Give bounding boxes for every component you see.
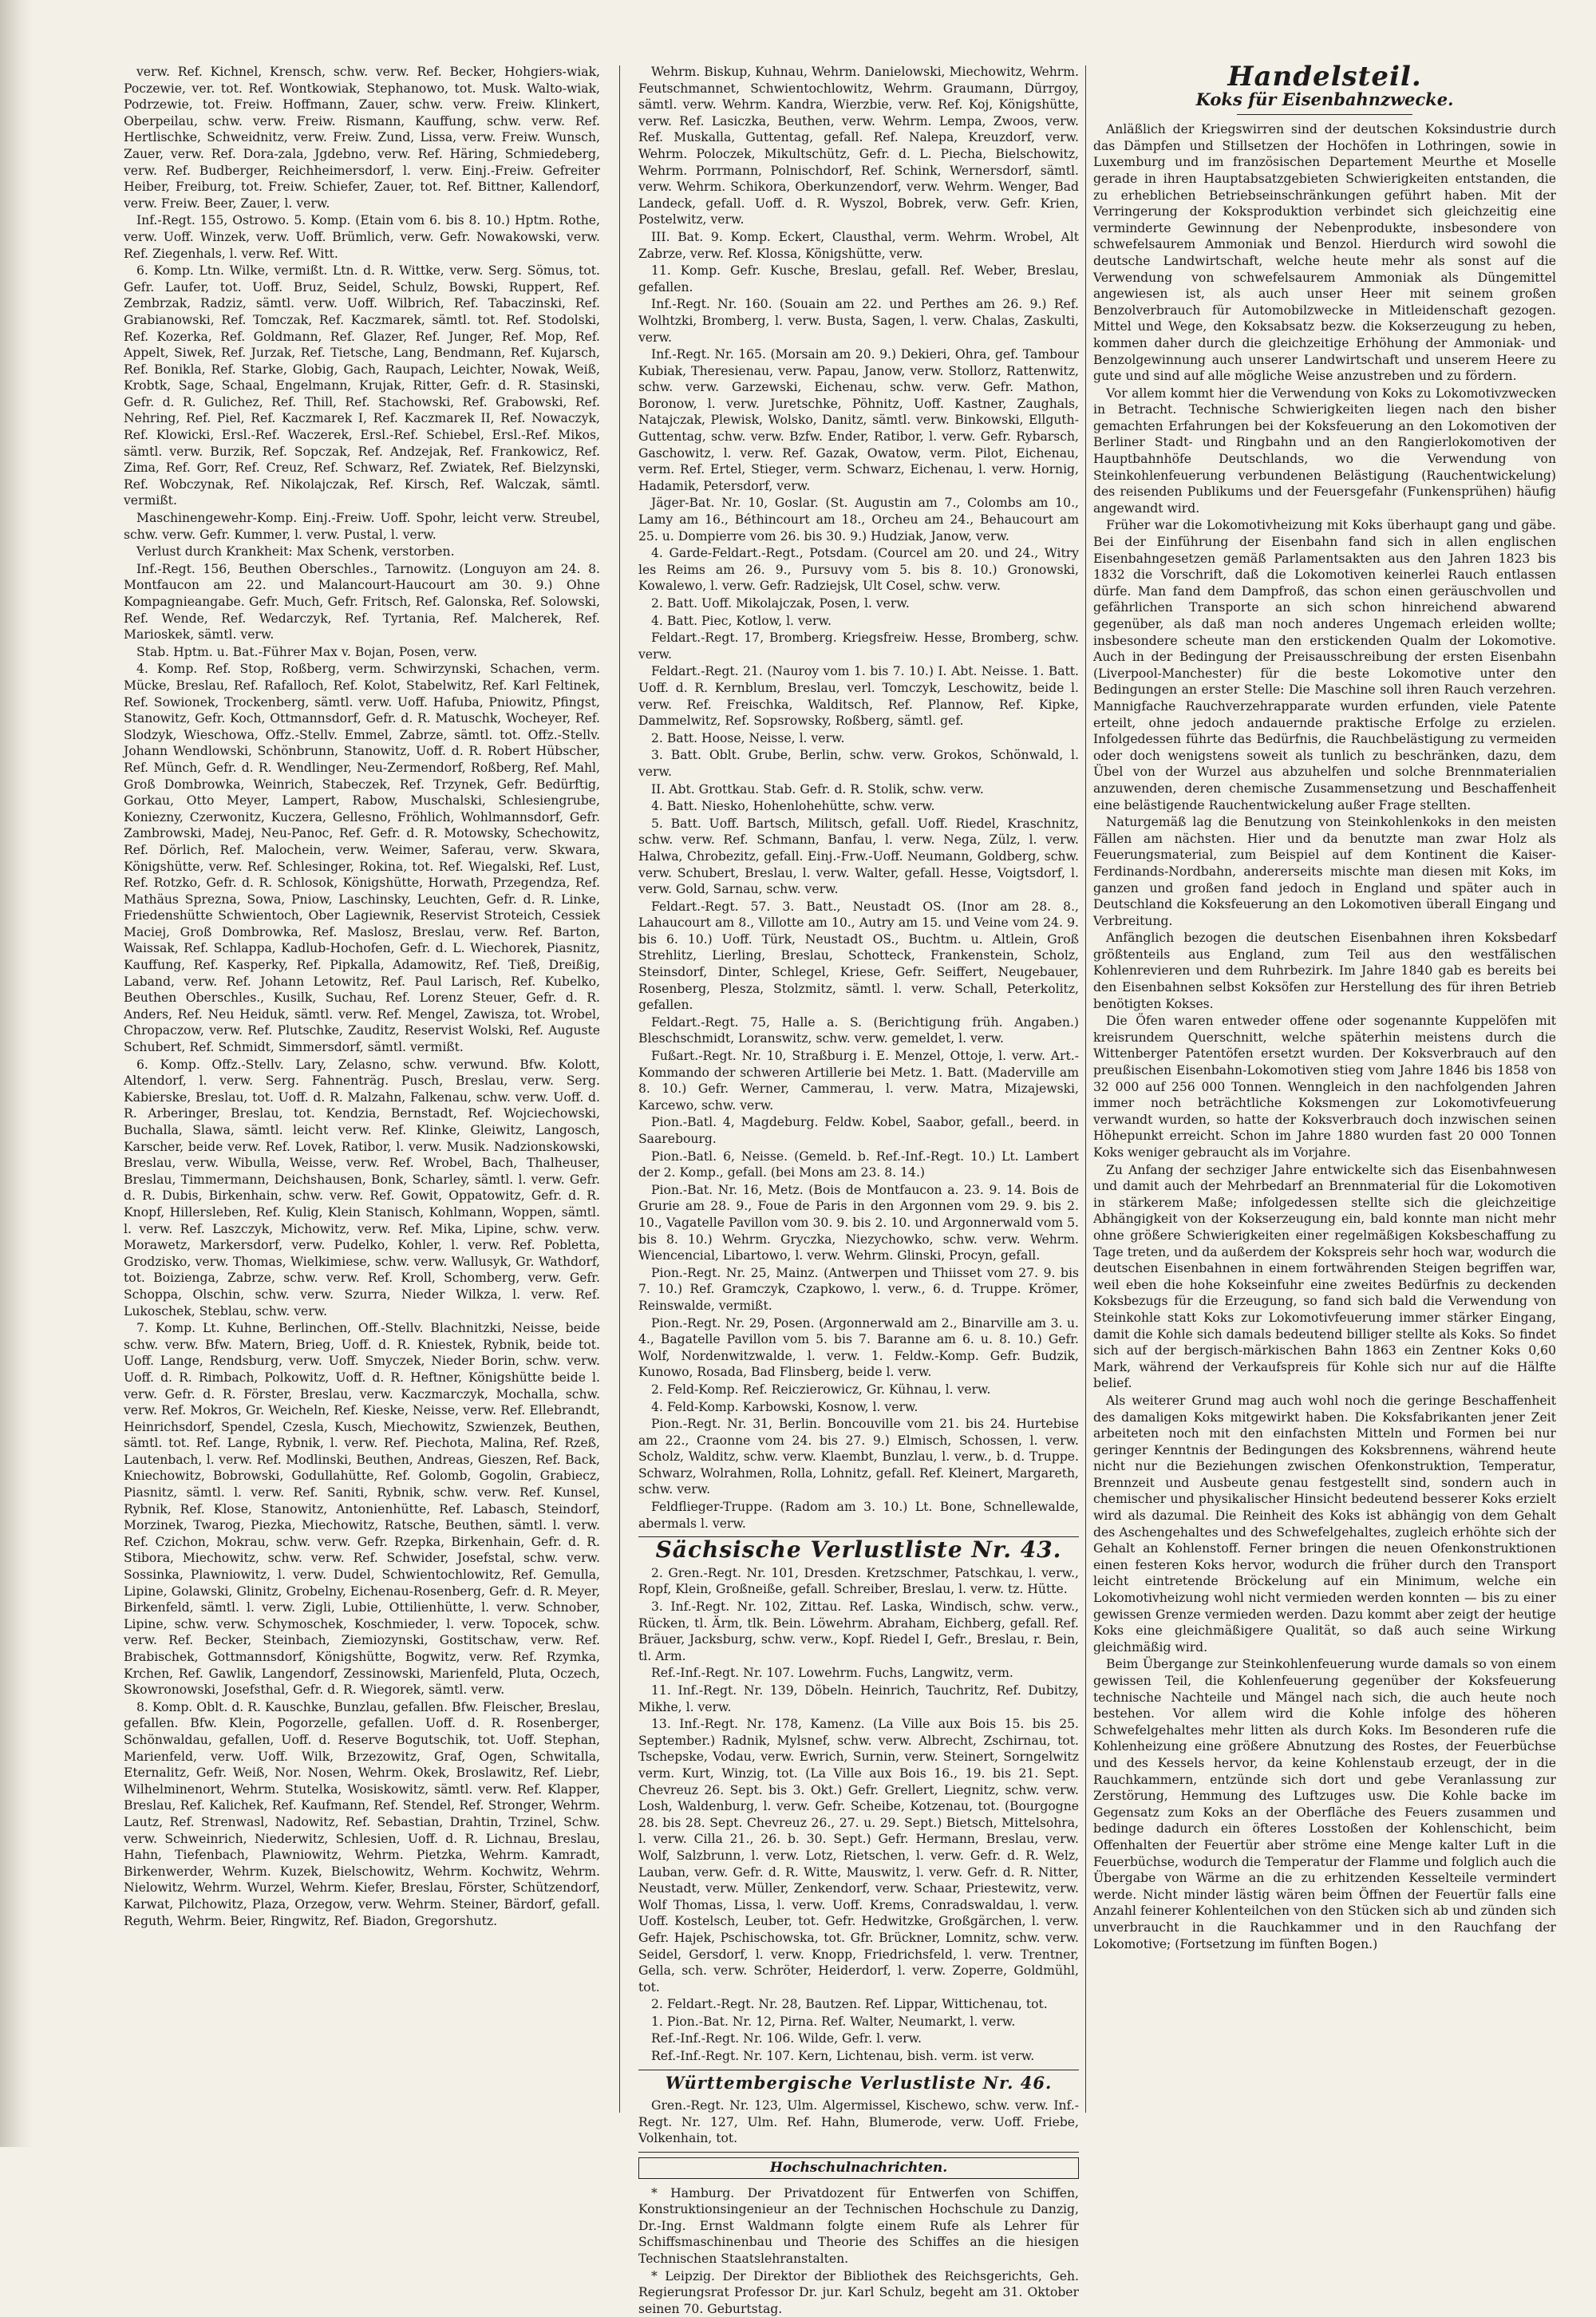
paragraph: Anläßlich der Kriegswirren sind der deutschen Koksindustrie durch das Dämpfen und Stillsetzen der Hochöfen in Lothringen, sowie in Luxemburg und im französischen Departement Meurthe et Moselle gerade in ihren Hauptabsatzgebieten Schwierigkeiten entstanden, die zu erheblichen Betriebseinschränkungen geführt haben. Mit der Verringerung der Koksproduktion verbindet sich gleichzeitig eine verminderte Gewinnung der Nebenprodukte, insbesondere von schwefelsaurem Ammoniak und Benzol. Hierdurch wird sowohl die deutsche Landwirtschaft, welche heute mehr als sonst auf die Verwendung von schwefelsaurem Ammoniak als Düngemittel angewiesen ist, als auch unser Heer mit seinem großen Benzolverbrauch für Automobilzwecke in Mitleidenschaft gezogen. Mittel und Wege, den Koksabsatz bezw. die Kokserzeugung zu heben, kommen daher durch die gleichzeitige Erhöhung der Ammoniak- und Benzolgewinnung auch unserer Landwirtschaft und unserem Heere zu gute und sind auf alle mögliche Weise anzustreben und zu fördern. (1093, 122, 1556, 384)
paragraph: Pion.-Batl. 6, Neisse. (Gemeld. b. Ref.-Inf.-Regt. 10.) Lt. Lambert der 2. Komp., gefall. (bei Mons am 23. 8. 14.) (638, 1149, 1079, 1180)
paragraph: Pion.-Regt. Nr. 29, Posen. (Argonnerwald am 2., Binarville am 3. u. 4., Bagatelle Pavillon vom 5. bis 7. Baranne am 6. u. 8. 10.) Gefr. Wolf, Nordenwitzwalde, l. verw. 1. Feldw.-Komp. Gefr. Budzik, Kunowo, Rosada, Bad Flinsberg, beide l. verw. (638, 1315, 1079, 1380)
paragraph: Feldart.-Regt. 17, Bromberg. Kriegsfreiw. Hesse, Bromberg, schw. verw. (638, 631, 1079, 662)
paragraph: 6. Komp. Offz.-Stellv. Lary, Zelasno, schw. verwund. Bfw. Kolott, Altendorf, l. verw. Serg. Fahnenträg. Pusch, Breslau, verw. Serg. Kabierske, Breslau, tot. Uoff. d. R. Malzahn, Falkenau, schw. verw. Uoff. d. R. Arberinger, Breslau, tot. Kendzia, Bernstadt, Ref. Wojciechowski, Buchalla, Slawa, sämtl. leicht verw. Ref. Klinke, Gleiwitz, Langosch, Karscher, beide verw. Ref. Lovek, Ratibor, l. verw. Musik. Nadzionskowski, Breslau, verw. Wibulla, Weisse, verw. Ref. Wrobel, Bach, Thalheuser, Breslau, Timmermann, Deichshausen, Bonk, Scharley, sämtl. l. verw. Gefr. d. R. Dubis, Birkenhain, schw. verw. Ref. Gowit, Oppatowitz, Gefr. d. R. Knopf, Hillersleben, Ref. Kulig, Klein Stanisch, Kohlmann, Woppen, sämtl. l. verw. Ref. Laszczyk, Michowitz, verw. Ref. Mika, Lipine, schw. verw. Morawetz, Markersdorf, verw. Pudelko, Kohler, l. verw. Ref. Pobletta, Grodzisko, verw. Thomas, Wielkimiese, schw. verw. Wallusyk, Gr. Wathdorf, tot. Boizienga, Zabrze, schw. verw. Ref. Kroll, Schomberg, verw. Gefr. Schoppa, Olschin, schw. verw. Szurra, Nieder Wilkza, l. verw. Ref. Lukoschek, Steblau, schw. verw. (124, 1057, 600, 1319)
paragraph: Pion.-Bat. Nr. 16, Metz. (Bois de Montfaucon a. 23. 9. 14. Bois de Grurie am 28. 9., Foue de Paris in den Argonnen vom 29. 9. bis 2. 10., Vagatelle Pavillon vom 30. 9. bis 2. 10. und Argonnerwald vom 5. bis 8. 10.) Wehrm. Gryczka, Niezychowko, schw. verw. Wehrm. Wiencencial, Libartowo, l. verw. Wehrm. Glinski, Procyn, gefall. (638, 1182, 1079, 1263)
title-rule (1237, 114, 1412, 115)
wurttemberg-list-heading: Württembergische Verlustliste Nr. 46. (665, 2072, 1053, 2093)
paragraph: Anfänglich bezogen die deutschen Eisenbahnen ihren Koksbedarf größtenteils aus England, zum Teil aus den westfälischen Kohlenrevieren und dem Ruhrbezirk. Im Jahre 1840 gab es bereits bei den Eisenbahnen selbst Koksöfen zur Herstellung des für ihren Betrieb benötigten Kokses. (1093, 931, 1556, 1011)
paragraph: Jäger-Bat. Nr. 10, Goslar. (St. Augustin am 7., Colombs am 10., Lamy am 16., Béthincourt am 18., Orcheu am 24., Behaucourt am 25. u. Dompierre vom 26. bis 30. 9.) Hudziak, Janow, verw. (638, 496, 1079, 544)
paragraph: 2. Gren.-Regt. Nr. 101, Dresden. Kretzschmer, Patschkau, l. verw., Ropf, Klein, Großneiße, gefall. Schreiber, Breslau, l. verw. tz. Hütte. (638, 1565, 1079, 1597)
paragraph: Ref.-Inf.-Regt. Nr. 106. Wilde, Gefr. l. verw. (651, 2031, 922, 2046)
page-fold-shadow (0, 0, 34, 2147)
paragraph: Früher war die Lokomotivheizung mit Koks überhaupt gang und gäbe. Bei der Einführung der Eisenbahn fand sich in allen englischen Eisenbahngesetzen gemäß Parlamentsakten aus den Jahren 1823 bis 1832 die Vorschrift, daß die Lokomotiven keinerlei Rauch entlassen dürfe. Man fand dem Dampfroß, das schon einen geräuschvollen und gefährlichen Transporte an sich schon hinreichend abwarend gegenüber, als daß man noch anderes Ungemach erleiden wollte; insbesondere scheute man den erstickenden Qualm der Lokomotive. Auch in der Bedingung der Preisausschreibung der ersten Eisenbahn (Liverpool-Manchester) für die beste Lokomotive unter den Bedingungen an erster Stelle: Die Maschine soll ihren Rauch verzehren. Mannigfache Rauchverzehrapparate wurden erfunden, viele Patente erteilt, ohne jedoch andauernde praktische Erfolge zu erzielen. Infolgedessen führte das Bedürfnis, die Rauchbelästigung zu vermeiden oder doch wenigstens soweit als tunlich zu beschränken, dazu, dem Übel von der Wurzel aus abzuhelfen und solche Brennmaterialien anzuwenden, deren chemische Zusammensetzung und Beschaffenheit eine belästigende Rauchentwickelung außer Frage stellten. (1093, 518, 1556, 813)
paragraph: Verlust durch Krankheit: Max Schenk, verstorben. (136, 544, 455, 559)
paragraph: 5. Batt. Uoff. Bartsch, Militsch, gefall. Uoff. Riedel, Kraschnitz, schw. verw. Ref. Schmann, Banfau, l. verw. Nega, Zülz, l. verw. Halwa, Chrobezitz, gefall. Einj.-Frw.-Uoff. Neumann, Goldberg, schw. verw. Schubert, Breslau, l. verw. Walter, gefall. Hesse, Voigtsdorf, l. verw. Gold, Sarnau, schw. verw. (638, 816, 1079, 897)
paragraph: Wehrm. Biskup, Kuhnau, Wehrm. Danielowski, Miechowitz, Wehrm. Feutschmannet, Schwientochlowitz, Wehrm. Graumann, Dürrgoy, sämtl. verw. Wehrm. Kandra, Wierzbie, verw. Ref. Koj, Königshütte, verw. Ref. Lasiczka, Beuthen, verw. Wehrm. Lempa, Zwoos, verw. Ref. Muskalla, Guttentag, gefall. Ref. Nalepa, Kreuzdorf, verw. Wehrm. Poloczek, Mikultschütz, Gefr. d. L. Piecha, Bielschowitz, Wehrm. Porrmann, Polnischdorf, Ref. Schink, Wernersdorf, sämtl. verw. Wehrm. Schikora, Oberkunzendorf, verw. Wehrm. Wenger, Bad Landeck, gefall. Uoff. d. R. Wyszol, Bobrek, verw. Gefr. Krien, Postelwitz, verw. (638, 65, 1079, 227)
paragraph: 11. Komp. Gefr. Kusche, Breslau, gefall. Ref. Weber, Breslau, gefallen. (638, 263, 1079, 295)
paragraph: Feldart.-Regt. 21. (Nauroy vom 1. bis 7. 10.) I. Abt. Neisse. 1. Batt. Uoff. d. R. Kernblum, Breslau, verl. Tomczyk, Leschowitz, beide l. verw. Ref. Freischka, Walditsch, Ref. Plannow, Ref. Kipke, Dammelwitz, Ref. Sopsrowsky, Roßberg, sämtl. gef. (638, 664, 1079, 729)
paragraph: 2. Feld-Komp. Ref. Reiczierowicz, Gr. Kühnau, l. verw. (651, 1382, 991, 1397)
paragraph: Ref.-Inf.-Regt. Nr. 107. Lowehrm. Fuchs, Langwitz, verm. (651, 1666, 1013, 1681)
paragraph: Gren.-Regt. Nr. 123, Ulm. Algermissel, Kischewo, schw. verw. Inf.-Regt. Nr. 127, Ulm. Ref. Hahn, Blumerode, verw. Uoff. Friebe, Volkenhain, tot. (638, 2098, 1079, 2146)
paragraph: 4. Komp. Ref. Stop, Roßberg, verm. Schwirzynski, Schachen, verm. Mücke, Breslau, Ref. Rafalloch, Ref. Kolot, Stabelwitz, Ref. Karl Feltinek, Ref. Sowionek, Trockenberg, sämtl. verw. Uoff. Hafuba, Pniowitz, Pfingst, Stanowitz, Gefr. Koch, Ottmannsdorf, Gefr. d. R. Matuschk, Wocheyer, Ref. Slodzyk, Wieschowa, Offz.-Stellv. Emmel, Zabrze, sämtl. tot. Offz.-Stellv. Johann Wendlowski, Schönbrunn, Stanowitz, Uoff. d. R. Robert Hübscher, Ref. Münch, Gefr. d. R. Wendlinger, Neu-Zermendorf, Roßberg, Ref. Mahl, Groß Dombrowka, Weinrich, Stabeczek, Ref. Trzynek, Gefr. Bedürftig, Gorkau, Otto Meyer, Lampert, Rabow, Muschalski, Schlesiengrube, Koniezny, Czerwonitz, Kuczera, Gellesno, Fröhlich, Wohlmannsdorf, Gefr. Zambrowski, Madej, Neu-Panoc, Ref. Gefr. d. R. Motowsky, Schechowitz, Ref. Dörlich, Ref. Malochein, verw. Weimer, Saferau, verw. Skwara, Königshütte, verw. Ref. Schlesinger, Rokina, tot. Ref. Wiegalski, Ref. Lust, Ref. Rotzko, Gefr. d. R. Schlosok, Königshütte, Horwath, Przegendza, Ref. Mathäus Sprezna, Sowa, Pniow, Laschinsky, Leuchten, Gefr. d. R. Linke, Friedenshütte Schwientoch, Ober Lagiewnik, Reservist Stroteich, Cessiek Maciej, Groß Dombrowka, Ref. Maslosz, Breslau, verw. Ref. Barton, Waissak, Ref. Schlappa, Kadlub-Hochofen, Gefr. d. L. Wiechorek, Piasnitz, Kauffung, Ref. Kasperky, Ref. Pipkalla, Adamowitz, Ref. Tieß, Dreißig, Laband, verw. Ref. Johann Letowitz, Ref. Paul Larisch, Ref. Kubelko, Beuthen Oberschles., Kusilk, Suchau, Ref. Lorenz Steuer, Gefr. d. R. Anders, Ref. Neu Heiduk, sämtl. verw. Ref. Mengel, Zawisza, tot. Wrobel, Chropaczow, verw. Ref. Plutschke, Zauditz, Reservist Wolski, Ref. Auguste Schubert, Ref. Schmidt, Simmersdorf, sämtl. vermißt. (124, 662, 600, 1055)
paragraph: 2. Batt. Hoose, Neisse, l. verw. (651, 730, 845, 745)
paragraph: Pion.-Batl. 4, Magdeburg. Feldw. Kobel, Saabor, gefall., beerd. in Saarebourg. (638, 1115, 1079, 1146)
paragraph: 4. Garde-Feldart.-Regt., Potsdam. (Courcel am 20. und 24., Witry les Reims am 26. 9., Pursuvy vom 5. bis 8. 10.) Gronowski, Kowalewo, l. verw. Gefr. Radziejsk, Ult Cosel, schw. verw. (638, 546, 1079, 594)
paragraph: 6. Komp. Ltn. Wilke, vermißt. Ltn. d. R. Wittke, verw. Serg. Sömus, tot. Gefr. Laufer, tot. Uoff. Bruz, Seidel, Schulz, Bowski, Ruppert, Ref. Zembrzak, Radziz, sämtl. verw. Uoff. Wilbrich, Ref. Tabaczinski, Ref. Grabianowski, Ref. Tomczak, Ref. Kaczmarek, sämtl. tot. Ref. Stodolski, Ref. Kozerka, Ref. Goldmann, Ref. Glazer, Ref. Junger, Ref. Mop, Ref. Appelt, Siwek, Ref. Jurzak, Ref. Tietsche, Lang, Bendmann, Ref. Kujarsch, Ref. Bonikla, Ref. Starke, Globig, Gach, Raupach, Leichter, Nowak, Weiß, Krobtk, Sage, Schaal, Engelmann, Krujak, Ritter, Gefr. d. R. Stasinski, Gefr. d. R. Gulichez, Ref. Thill, Ref. Stachowski, Ref. Grabowski, Ref. Nehring, Ref. Piel, Ref. Kaczmarek I, Ref. Kaczmarek II, Ref. Nowaczyk, Ref. Klowicki, Ersl.-Ref. Waczerek, Ersl.-Ref. Schiebel, Ersl.-Ref. Mikos, sämtl. verw. Burzik, Ref. Sopczak, Ref. Andzejak, Ref. Frankowicz, Ref. Zima, Ref. Gorr, Ref. Creuz, Ref. Schwarz, Ref. Zwiatek, Ref. Bielzynski, Ref. Wobczynak, Ref. Nikolajczak, Ref. Kirsch, Ref. Walczak, sämtl. vermißt. (124, 263, 600, 508)
section-rule (638, 2152, 1079, 2153)
saxon-list-heading: Sächsische Verlustliste Nr. 43. (655, 1536, 1062, 1564)
paragraph: 3. Batt. Oblt. Grube, Berlin, schw. verw. Grokos, Schönwald, l. verw. (638, 748, 1079, 779)
paragraph: II. Abt. Grottkau. Stab. Gefr. d. R. Stolik, schw. verw. (651, 781, 984, 797)
column-divider (619, 65, 620, 2113)
paragraph: 4. Batt. Niesko, Hohenlohehütte, schw. verw. (651, 799, 935, 814)
column-middle (638, 64, 1079, 2316)
university-news (638, 2185, 1079, 2317)
paragraph: 4. Feld-Komp. Karbowski, Kosnow, l. verw. (651, 1399, 918, 1414)
paragraph: 13. Inf.-Regt. Nr. 178, Kamenz. (La Ville aux Bois 15. bis 25. September.) Radnik, Mylsnef, schw. verw. Albrecht, Zschirnau, tot. Tschepske, Vodau, verw. Ewrich, Surnin, verw. Steinert, Sorngelwitz verm. Kurt, Winzig, tot. (La Ville aux Bois 16., 19. bis 21. Sept. Chevreuz 26. Sept. bis 3. Okt.) Gefr. Grellert, Liegnitz, schw. verw. Losh, Waldenburg, l. verw. Gefr. Scheibe, Kotzenau, tot. (Bourgogne 28. bis 28. Sept. Chevreuz 26., 27. u. 29. Sept.) Bietsch, Mittelsohra, l. verw. Cilla 21., 26. b. 30. Sept.) Gefr. Hermann, Breslau, verw. Wolf, Salzbrunn, l. verw. Lotz, Rietschen, l. verw. Gefr. d. R. Welz, Lauban, verw. Gefr. d. R. Witte, Mauswitz, l. verw. Gefr. d. R. Nitter, Neustadt, verw. Müller, Zenkendorf, verw. Schaar, Priestewitz, verw. Wolf Thomas, Lissa, l. verw. Uoff. Krems, Conradswaldau, l. verw. Uoff. Kostelsch, Leuber, tot. Gefr. Hedwitzke, Großgärchen, l. verw. Gefr. Hajek, Pschischowska, tot. Gfr. Brückner, Lomnitz, schw. verw. Seidel, Gersdorf, l. verw. Knopp, Friedrichsfeld, l. verw. Trentner, Gella, sch. verw. Schröter, Heiderdorf, l. verw. Zoperre, Goldmühl, tot. (638, 1717, 1079, 1995)
paragraph: Inf.-Regt. Nr. 165. (Morsain am 20. 9.) Dekieri, Ohra, gef. Tambour Kubiak, Theresienau, verw. Papau, Janow, verw. Stollorz, Rattenwitz, schw. verw. Garzewski, Eichenau, schw. verw. Gefr. Mathon, Boronow, l. verw. Juretschke, Pöhnitz, Uoff. Kastner, Zaughals, Natajczak, Plewisk, Wolsko, Danitz, sämtl. verw. Binkowski, Ellguth-Guttentag, schw. verw. Bzfw. Ender, Ratibor, l. verw. Gefr. Rybarsch, Gaschowitz, l. verw. Ref. Gazak, Owatow, verm. Pilot, Eichenau, verm. Ref. Ertel, Stieger, verm. Schwarz, Eichenau, l. verw. Hornig, Hadamik, Petersdorf, verw. (638, 347, 1079, 493)
university-news-heading: Hochschulnachrichten. (638, 2157, 1079, 2179)
section-heading-commerce: Handelsteil. (1227, 61, 1422, 93)
column-divider (1085, 65, 1086, 2113)
paragraph: 7. Komp. Lt. Kuhne, Berlinchen, Off.-Stellv. Blachnitzki, Neisse, beide schw. verw. Bfw. Matern, Brieg, Uoff. d. R. Kniestek, Rybnik, beide tot. Uoff. Lange, Rendsburg, verw. Uoff. Smyczek, Nieder Borin, schw. verw. Uoff. d. R. Rimbach, Polkowitz, Uoff. d. R. Heftner, Königshütte beide l. verw. Gefr. d. R. Förster, Breslau, verw. Kaczmarczyk, Mochalla, schw. verw. Ref. Mokros, Gr. Weicheln, Ref. Kieske, Neisse, verw. Ref. Ellebrandt, Heinrichsdorf, Spendel, Czesla, Kusch, Miechowitz, Szwienzek, Beuthen, sämtl. tot. Ref. Lange, Rybnik, l. verw. Ref. Piechota, Malina, Ref. Rzeß, Lautenbach, l. verw. Ref. Modlinski, Beuthen, Andreas, Gieszen, Ref. Back, Kniechowitz, Bobrowski, Godullahütte, Ref. Golomb, Gogolin, Grabiecz, Piasnitz, sämtl. l. verw. Ref. Saniti, Rybnik, schw. verw. Ref. Kunsel, Rybnik, Ref. Klose, Stanowitz, Antonienhütte, Ref. Labasch, Steindorf, Morzinek, Twarog, Piezka, Miechowitz, Ratsche, Beuthen, sämtl. l. verw. Ref. Czichon, Mokrau, schw. verw. Gefr. Rzepka, Birkenhain, Gefr. d. R. Stibora, Miechowitz, schw. verw. Ref. Schwider, Josefstal, schw. verw. Sossinka, Plawniowitz, l. verw. Dudel, Schwientochlowitz, Ref. Gemulla, Lipine, Golawski, Glinitz, Grobelny, Eichenau-Rosenberg, Gefr. d. R. Meyer, Birkenfeld, sämtl. l. verw. Zigli, Lubie, Ottilienhütte, l. verw. Schnober, Lipine, schw. verw. Schymoschek, Koschmieder, l. verw. Topocek, schw. verw. Ref. Becker, Steinbach, Ziemiozynski, Gostitschaw, verw. Ref. Brabischek, Gottmannsdorf, Königshütte, Bogwitz, verw. Ref. Rzymka, Krchen, Ref. Gawlik, Langendorf, Zessinowski, Marienfeld, Pluta, Oczech, Skowronowski, Josefsthal, Gefr. d. R. Wiegorek, sämtl. verw. (124, 1321, 600, 1698)
paragraph: verw. Ref. Kichnel, Krensch, schw. verw. Ref. Becker, Hohgiers-wiak, Poczewie, ver. tot. Ref. Wontkowiak, Stephanowo, tot. Musk. Walto-wiak, Podrzewie, tot. Freiw. Hoffmann, Zauer, schw. verw. Freiw. Klinkert, Oberpeilau, schw. verw. Freiw. Rismann, Kauffung, schw. verw. Ref. Hertlischke, Schweidnitz, verw. Freiw. Zund, Lissa, verw. Freiw. Wunsch, Zauer, verw. Ref. Dora-zala, Jgdebno, verw. Ref. Häring, Schmiedeberg, verw. Ref. Budberger, Reichheimersdorf, l. verw. Einj.-Freiw. Gefreiter Heiber, Freiburg, tot. Freiw. Schiefer, Zauer, tot. Ref. Bittner, Kallendorf, verw. Freiw. Beer, Zauer, l. verw. (124, 65, 600, 211)
paragraph: Fußart.-Regt. Nr. 10, Straßburg i. E. Menzel, Ottoje, l. verw. Art.-Kommando der schweren Artillerie bei Metz. 1. Batt. (Maderville am 8. 10.) Gefr. Werner, Cammerau, l. verw. Matra, Mizajewski, Karcewo, schw. verw. (638, 1049, 1079, 1113)
paragraph: Inf.-Regt. 156, Beuthen Oberschles., Tarnowitz. (Longuyon am 24. 8. Montfaucon am 22. und Malancourt-Haucourt am 30. 9.) Ohne Kompagnieangabe. Gefr. Much, Gefr. Fritsch, Ref. Galonska, Ref. Solowski, Ref. Wende, Ref. Wedarczyk, Ref. Tyrtania, Ref. Malcherek, Ref. Marioskek, sämtl. verw. (124, 561, 600, 643)
paragraph: 3. Inf.-Regt. Nr. 102, Zittau. Ref. Laska, Windisch, schw. verw., Rücken, tl. Ärm, tlk. Bein. Löwehrm. Abraham, Eichberg, gefall. Ref. Bräuer, Jacksburg, schw. verw., Kopf. Riedel I, Gefr., Breslau, r. Bein, tl. Arm. (638, 1599, 1079, 1663)
paragraph: 2. Batt. Uoff. Mikolajczak, Posen, l. verw. (651, 596, 910, 611)
article-title: Koks für Eisenbahnzwecke. (1195, 89, 1454, 109)
paragraph: III. Bat. 9. Komp. Eckert, Clausthal, verm. Wehrm. Wrobel, Alt Zabrze, verw. Ref. Klossa, Königshütte, verw. (638, 229, 1079, 261)
paragraph: Ref.-Inf.-Regt. Nr. 107. Kern, Lichtenau, bish. verm. ist verw. (651, 2049, 1035, 2064)
paragraph: Feldart.-Regt. 75, Halle a. S. (Berichtigung früh. Angaben.) Bleschschmidt, Loranswitz, schw. verw. gemeldet, l. verw. (638, 1014, 1079, 1046)
paragraph: 8. Komp. Oblt. d. R. Kauschke, Bunzlau, gefallen. Bfw. Fleischer, Breslau, gefallen. Bfw. Klein, Pogorzelle, gefallen. Uoff. d. R. Rosenberger, Schönwaldau, gefallen, Uoff. d. Reserve Bogutschik, tot. Uoff. Stephan, Marienfeld, verw. Uoff. Wilk, Brzezowitz, Graf, Ogen, Schwitalla, Eternalitz, Gefr. Weiß, Nor. Nosen, Wehrm. Okek, Broslawitz, Ref. Liebr, Wilhelminenort, Wehrm. Stutelka, Wosiskowitz, sämtl. verw. Ref. Klapper, Breslau, Ref. Kalichek, Ref. Kaufmann, Ref. Stendel, Ref. Stronger, Wehrm. Lautz, Ref. Strenwasl, Nadowitz, Ref. Sebastian, Drahtin, Trzinel, Schw. verw. Schweinrich, Niederwitz, Schlesien, Uoff. d. R. Lichnau, Breslau, Hahn, Tiefenbach, Plawniowitz, Wehrm. Pietzka, Wehrm. Kamradt, Birkenwerder, Wehrm. Kuzek, Bielschowitz, Wehrm. Kochwitz, Wehrm. Nielowitz, Wehrm. Wurzel, Wehrm. Kiefer, Breslau, Förster, Schützendorf, Karwat, Pilchowitz, Plaza, Orzegow, verw. Wehrm. Steiner, Bärdorf, gefall. Reguth, Wehrm. Beier, Ringwitz, Ref. Biadon, Gregorshutz. (124, 1699, 600, 1928)
paragraph: 1. Pion.-Bat. Nr. 12, Pirna. Ref. Walter, Neumarkt, l. verw. (651, 2014, 1016, 2029)
paragraph: 2. Feldart.-Regt. Nr. 28, Bautzen. Ref. Lippar, Wittichenau, tot. (651, 1997, 1048, 2012)
paragraph: Maschinengewehr-Komp. Einj.-Freiw. Uoff. Spohr, leicht verw. Streubel, schw. verw. Gefr. Kummer, l. verw. Pustal, l. verw. (124, 511, 600, 542)
paragraph: Die Öfen waren entweder offene oder sogenannte Kuppelöfen mit kreisrundem Querschnitt, welche späterhin meistens durch die Wittenberger Patentöfen ersetzt wurden. Der Koksverbrauch auf den preußischen Eisenbahn-Lokomotiven stieg vom Jahre 1846 bis 1858 von 32 000 auf 256 000 Tonnen. Wenngleich in den nachfolgenden Jahren immer noch beträchtliche Koksmengen zur Lokomotivfeuerung verwandt wurden, so hatte der Koksverbrauch doch inzwischen seinen Höhepunkt erreicht. Schon im Jahre 1880 wurden fast 20 000 Tonnen Koks weniger gebraucht als im Vorjahre. (1093, 1014, 1556, 1160)
paragraph: 11. Inf.-Regt. Nr. 139, Döbeln. Heinrich, Tauchritz, Ref. Dubitzy, Mikhe, l. verw. (638, 1683, 1079, 1714)
paragraph: Pion.-Regt. Nr. 31, Berlin. Boncouville vom 21. bis 24. Hurtebise am 22., Craonne vom 24. bis 27. 9.) Elmisch, Schossen, l. verw. Scholz, Walditz, schw. verw. Klaembt, Bunzlau, l. verw., b. d. Truppe. Schwarz, Wolrahmen, Rolla, Lohnitz, gefall. Ref. Kleinert, Margareth, schw. verw. (638, 1417, 1079, 1497)
paragraph: Inf.-Regt. Nr. 160. (Souain am 22. und Perthes am 26. 9.) Ref. Wolhtzki, Bromberg, l. verw. Busta, Sagen, l. verw. Chalas, Zaskulti, verw. (638, 297, 1079, 345)
paragraph: 4. Batt. Piec, Kotlow, l. verw. (651, 613, 832, 628)
casualty-list-wurttemberg (638, 2098, 1079, 2147)
paragraph: Naturgemäß lag die Benutzung von Steinkohlenkoks in den meisten Fällen am nächsten. Hier und da benutzte man zwar Holz als Feuerungsmaterial, zum Beispiel auf dem Kontinent die Kaiser-Ferdinands-Nordbahn, andererseits mischte man diesen mit Koks, im ganzen und großen fand jedoch in England und später auch in Deutschland die Koksfeuerung an den Lokomotiven überall Eingang und Verbreitung. (1093, 815, 1556, 928)
casualty-list-prussian (638, 64, 1079, 1532)
column-left (124, 64, 600, 2115)
casualty-list-saxon (638, 1565, 1079, 2065)
paragraph: Stab. Hptm. u. Bat.-Führer Max v. Bojan, Posen, verw. (136, 644, 478, 659)
column-right (1093, 61, 1556, 2115)
article-body (1093, 121, 1556, 1952)
paragraph: Pion.-Regt. Nr. 25, Mainz. (Antwerpen und Thiisset vom 27. 9. bis 7. 10.) Ref. Gramczyk, Czapkowo, l. verw., 6. d. Truppe. Krömer, Reinswalde, vermißt. (638, 1265, 1079, 1313)
paragraph: Feldflieger-Truppe. (Radom am 3. 10.) Lt. Bone, Schnellewalde, abermals l. verw. (638, 1500, 1079, 1531)
paragraph: * Hamburg. Der Privatdozent für Entwerfen von Schiffen, Konstruktionsingenieur an der Technischen Hochschule zu Danzig, Dr.-Ing. Ernst Waldmann folgte einem Rufe als Lehrer für Schiffsmaschinenbau und Theorie des Schiffes an die hiesigen Technischen Staatslehranstalten. (638, 2185, 1079, 2266)
paragraph: Inf.-Regt. 155, Ostrowo. 5. Komp. (Etain vom 6. bis 8. 10.) Hptm. Rothe, verw. Uoff. Winzek, verw. Uoff. Brümlich, verw. Gefr. Nowakowski, verw. Ref. Ziegenhals, l. verw. Ref. Witt. (124, 213, 600, 261)
paragraph: Vor allem kommt hier die Verwendung von Koks zu Lokomotivzwecken in Betracht. Technische Schwierigkeiten liegen nach den bisher gemachten Erfahrungen bei der Koksfeuerung an den Lokomotiven der Berliner Stadt- und Ringbahn und an den Rangierlokomotiven der Hauptbahnhöfe Deutschlands, wo die Verwendung von Steinkohlenfeuerung verbundenen Belästigung (Rauchentwickelung) des reisenden Publikums und der Feuersgefahr (Funkensprühen) häufig angewandt wird. (1093, 386, 1556, 516)
paragraph: * Leipzig. Der Direktor der Bibliothek des Reichsgerichts, Geh. Regierungsrat Professor Dr. jur. Karl Schulz, begeht am 31. Oktober seinen 70. Geburtstag. (638, 2268, 1079, 2316)
paragraph: Zu Anfang der sechziger Jahre entwickelte sich das Eisenbahnwesen und damit auch der Mehrbedarf an Brennmaterial für die Lokomotiven in stärkerem Maße; infolgedessen stellte sich die gleichzeitige Abhängigkeit von der Kokserzeugung ein, bald konnte man nicht mehr ohne größere Schwierigkeiten einer regelmäßigen Koksbeschaffung zu Tage treten, und da außerdem der Kokspreis sehr hoch war, wodurch die deutschen Eisenbahnen in einem fortwährenden Steigen begriffen war, weil eben die hohe Kokseinfuhr eine zweites Bedürfnis zu deckenden Koksbezugs für die Erzeugung, so fand sich bald die Verwendung von Steinkohle statt Koks zur Lokomotivfeuerung immer stärker Eingang, damit die Kohle sich damals bedeutend billiger stellte als Koks. So findet sich auf der bergisch-märkischen Bahn 1863 ein Zentner Koks 0,60 Mark, während der Verkaufspreis für Kohle sich nur auf die Hälfte belief. (1093, 1162, 1556, 1391)
paragraph: Als weiterer Grund mag auch wohl noch die geringe Beschaffenheit des damaligen Koks mitgewirkt haben. Die Koksfabrikanten jener Zeit arbeiteten noch mit den einfachsten Mitteln und Formen bei nur geringer Kenntnis der Bedingungen des Koksbrennens, während heute nicht nur die Beziehungen zwischen Ofenkonstruktion, Temperatur, Brennzeit und Ausbeute genau festgestellt sind, sondern auch in chemischer und physikalischer Hinsicht bedeutend besserer Koks erzielt wird als dazumal. Die Reinheit des Koks ist abhängig von dem Gehalt des Aschengehaltes und des Schwefelgehaltes, zugleich erhöhte sich der Gehalt an Kohlenstoff. Ferner bringen die neuen Ofenkonstruktionen einen festeren Koks hervor, wodurch die früher durch den Transport leicht eintretende Bröckelung auf ein Minimum, welche ein Lokomotivheizung wohl nicht vermieden werden konnten — bis zu einer gewissen Grenze vermieden werden. Dazu kommt aber zeigt der heutige Koks eine gleichmäßigere Qualität, so daß auch seine Wirkung gleichmäßig wird. (1093, 1393, 1556, 1655)
paragraph: Beim Übergange zur Steinkohlenfeuerung wurde damals so von einem gewissen Teil, die Kohlenfeuerung gegenüber der Koksfeuerung technische Nachteile und Mängel nach sich, die auch heute noch bestehen. Vor allem wird die Kohle infolge des höheren Schwefelgehaltes mehr litten als durch Koks. Im Besonderen rufe die Kohlenheizung eine größere Abnutzung des Rostes, der Feuerbüchse und des Kessels hervor, da keine Kohlenstaub erzeugt, der in die Rauchkammern, entzünde sich dort und gebe Veranlassung zur Zerstörung, Hemmung des Luftzuges usw. Die Kohle backe im Gegensatz zum Koks an der Oberfläche des Feuers zusammen und bedinge dadurch ein öfteres Losstoßen der Kohlenschicht, beim Offenhalten der Feuertür aber ströme eine Menge kalter Luft in die Feuerbüchse, wodurch die Temperatur der Flamme und folglich auch die Übergabe von Wärme an die zu erhitzenden Kesselteile vermindert werde. Nicht minder lästig wären beim Öffnen der Feuertür falls eine Anzahl feinerer Kohlenteilchen von den Stücken sich ab und zünden sich unverbraucht in die Rauchkammer und in den Rauchfang der Lokomotive; (Fortsetzung im fünften Bogen.) (1093, 1657, 1556, 1951)
paragraph: Feldart.-Regt. 57. 3. Batt., Neustadt OS. (Inor am 28. 8., Lahaucourt am 8., Villotte am 10., Autry am 15. und Veine vom 24. 9. bis 6. 10.) Uoff. Türk, Neustadt OS., Buchtm. u. Altlein, Groß Strehlitz, Lierling, Breslau, Schotteck, Frankenstein, Scholz, Steinsdorf, Dinter, Schlegel, Kriese, Gefr. Seiffert, Neugebauer, Rosenberg, Plesza, Stolzmitz, sämtl. l. verw. Schall, Peterkolitz, gefallen. (638, 899, 1079, 1013)
